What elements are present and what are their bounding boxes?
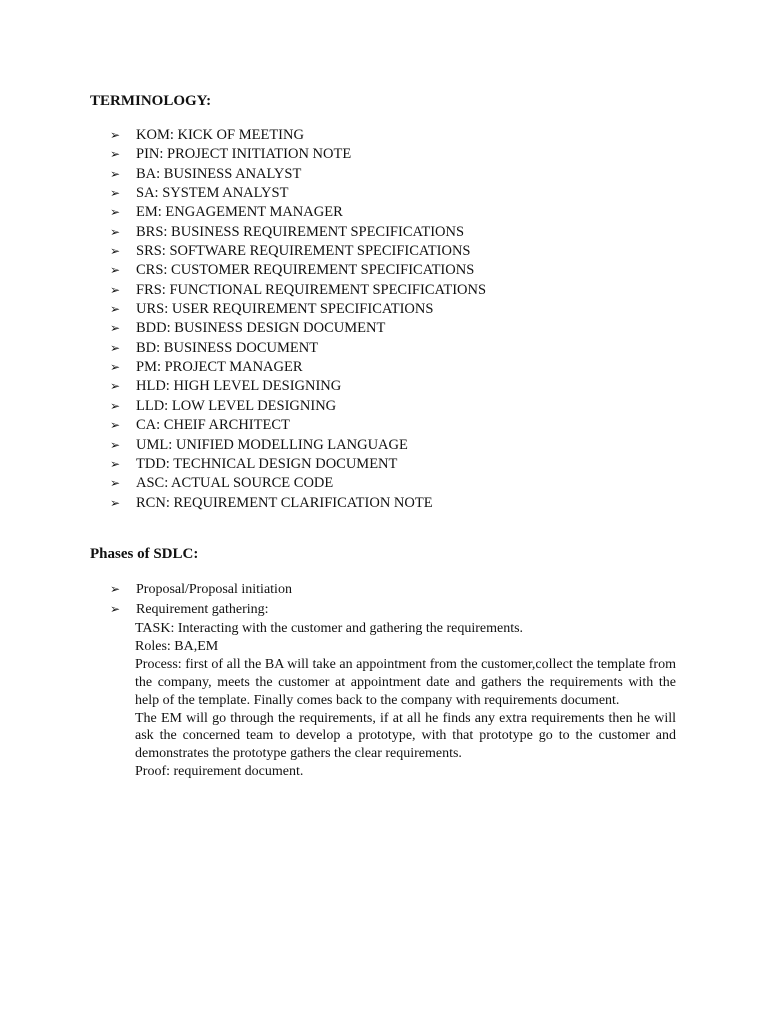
arrow-bullet-icon: ➢ xyxy=(110,360,121,375)
list-item xyxy=(110,600,292,620)
list-item xyxy=(110,184,486,203)
proof-line: Proof: requirement document. xyxy=(135,764,304,780)
term-text: BD: BUSINESS DOCUMENT xyxy=(136,339,319,356)
requirement-gathering-details xyxy=(135,620,676,781)
em-review-paragraph: The EM will go through the requirements, if at all he finds any extra requirements then he will ask the concerned team to develop a prototype, with that prototype go to the customer and demonstrates the prototype gathers the clear requirements. xyxy=(135,710,676,762)
list-item xyxy=(110,165,486,184)
term-text: UML: UNIFIED MODELLING LANGUAGE xyxy=(136,436,408,453)
term-text: EM: ENGAGEMENT MANAGER xyxy=(136,204,343,221)
arrow-bullet-icon: ➢ xyxy=(110,128,121,142)
arrow-bullet-icon: ➢ xyxy=(110,224,121,239)
arrow-bullet-icon: ➢ xyxy=(110,166,121,181)
term-text: FRS: FUNCTIONAL REQUIREMENT SPECIFICATIONS xyxy=(136,281,487,298)
phases-heading: Phases of SDLC: xyxy=(90,546,199,562)
arrow-bullet-icon: ➢ xyxy=(110,282,121,297)
term-text: BRS: BUSINESS REQUIREMENT SPECIFICATIONS xyxy=(136,223,465,240)
list-item xyxy=(110,455,486,474)
arrow-bullet-icon: ➢ xyxy=(110,476,121,491)
terminology-heading: TERMINOLOGY: xyxy=(90,93,212,109)
list-item xyxy=(110,300,486,319)
term-text: SRS: SOFTWARE REQUIREMENT SPECIFICATIONS xyxy=(136,243,471,260)
list-item xyxy=(110,281,486,300)
arrow-bullet-icon: ➢ xyxy=(110,186,121,201)
phase-text: Requirement gathering: xyxy=(136,601,269,617)
arrow-bullet-icon: ➢ xyxy=(110,302,121,317)
arrow-bullet-icon: ➢ xyxy=(110,437,121,452)
term-text: PM: PROJECT MANAGER xyxy=(136,359,303,376)
term-text: KOM: KICK OF MEETING xyxy=(136,127,304,143)
arrow-bullet-icon: ➢ xyxy=(110,340,121,355)
list-item xyxy=(110,145,486,164)
term-text: PIN: PROJECT INITIATION NOTE xyxy=(136,146,352,163)
list-item xyxy=(110,358,486,377)
arrow-bullet-icon: ➢ xyxy=(110,379,121,394)
term-text: URS: USER REQUIREMENT SPECIFICATIONS xyxy=(136,301,434,318)
term-text: TDD: TECHNICAL DESIGN DOCUMENT xyxy=(136,455,398,472)
arrow-bullet-icon: ➢ xyxy=(110,582,121,596)
list-item xyxy=(110,397,486,416)
list-item xyxy=(110,242,486,261)
term-text: LLD: LOW LEVEL DESIGNING xyxy=(136,397,337,414)
list-item xyxy=(110,319,486,338)
term-text: HLD: HIGH LEVEL DESIGNING xyxy=(136,378,342,395)
process-paragraph: Process: first of all the BA will take an appointment from the customer,collect the template from the company, meets the customer at appointment date and gathers the requirements with the help of the template. Finally comes back to the company with requirements document. xyxy=(135,656,676,708)
term-text: RCN: REQUIREMENT CLARIFICATION NOTE xyxy=(136,494,433,511)
list-item xyxy=(110,436,486,455)
phases-list xyxy=(110,580,292,619)
list-item xyxy=(110,494,486,513)
task-line: TASK: Interacting with the customer and gathering the requirements. xyxy=(135,621,524,636)
list-item xyxy=(110,223,486,242)
arrow-bullet-icon: ➢ xyxy=(110,601,121,616)
term-text: SA: SYSTEM ANALYST xyxy=(136,185,289,202)
phase-text: Proposal/Proposal initiation xyxy=(136,582,292,597)
arrow-bullet-icon: ➢ xyxy=(110,456,121,471)
arrow-bullet-icon: ➢ xyxy=(110,418,121,433)
arrow-bullet-icon: ➢ xyxy=(110,495,121,510)
term-text: BDD: BUSINESS DESIGN DOCUMENT xyxy=(136,320,386,337)
arrow-bullet-icon: ➢ xyxy=(110,205,121,220)
terminology-list xyxy=(110,126,486,513)
list-item xyxy=(110,580,292,600)
term-text: CA: CHEIF ARCHITECT xyxy=(136,417,290,434)
arrow-bullet-icon: ➢ xyxy=(110,147,121,162)
roles-line: Roles: BA,EM xyxy=(135,638,219,654)
arrow-bullet-icon: ➢ xyxy=(110,321,121,336)
list-item xyxy=(110,126,486,145)
arrow-bullet-icon: ➢ xyxy=(110,244,121,259)
term-text: CRS: CUSTOMER REQUIREMENT SPECIFICATIONS xyxy=(136,262,475,279)
list-item xyxy=(110,203,486,222)
arrow-bullet-icon: ➢ xyxy=(110,398,121,413)
list-item xyxy=(110,377,486,396)
arrow-bullet-icon: ➢ xyxy=(110,263,121,278)
list-item xyxy=(110,339,486,358)
list-item xyxy=(110,261,486,280)
list-item xyxy=(110,416,486,435)
term-text: ASC: ACTUAL SOURCE CODE xyxy=(136,475,334,492)
list-item xyxy=(110,474,486,493)
term-text: BA: BUSINESS ANALYST xyxy=(136,165,302,182)
